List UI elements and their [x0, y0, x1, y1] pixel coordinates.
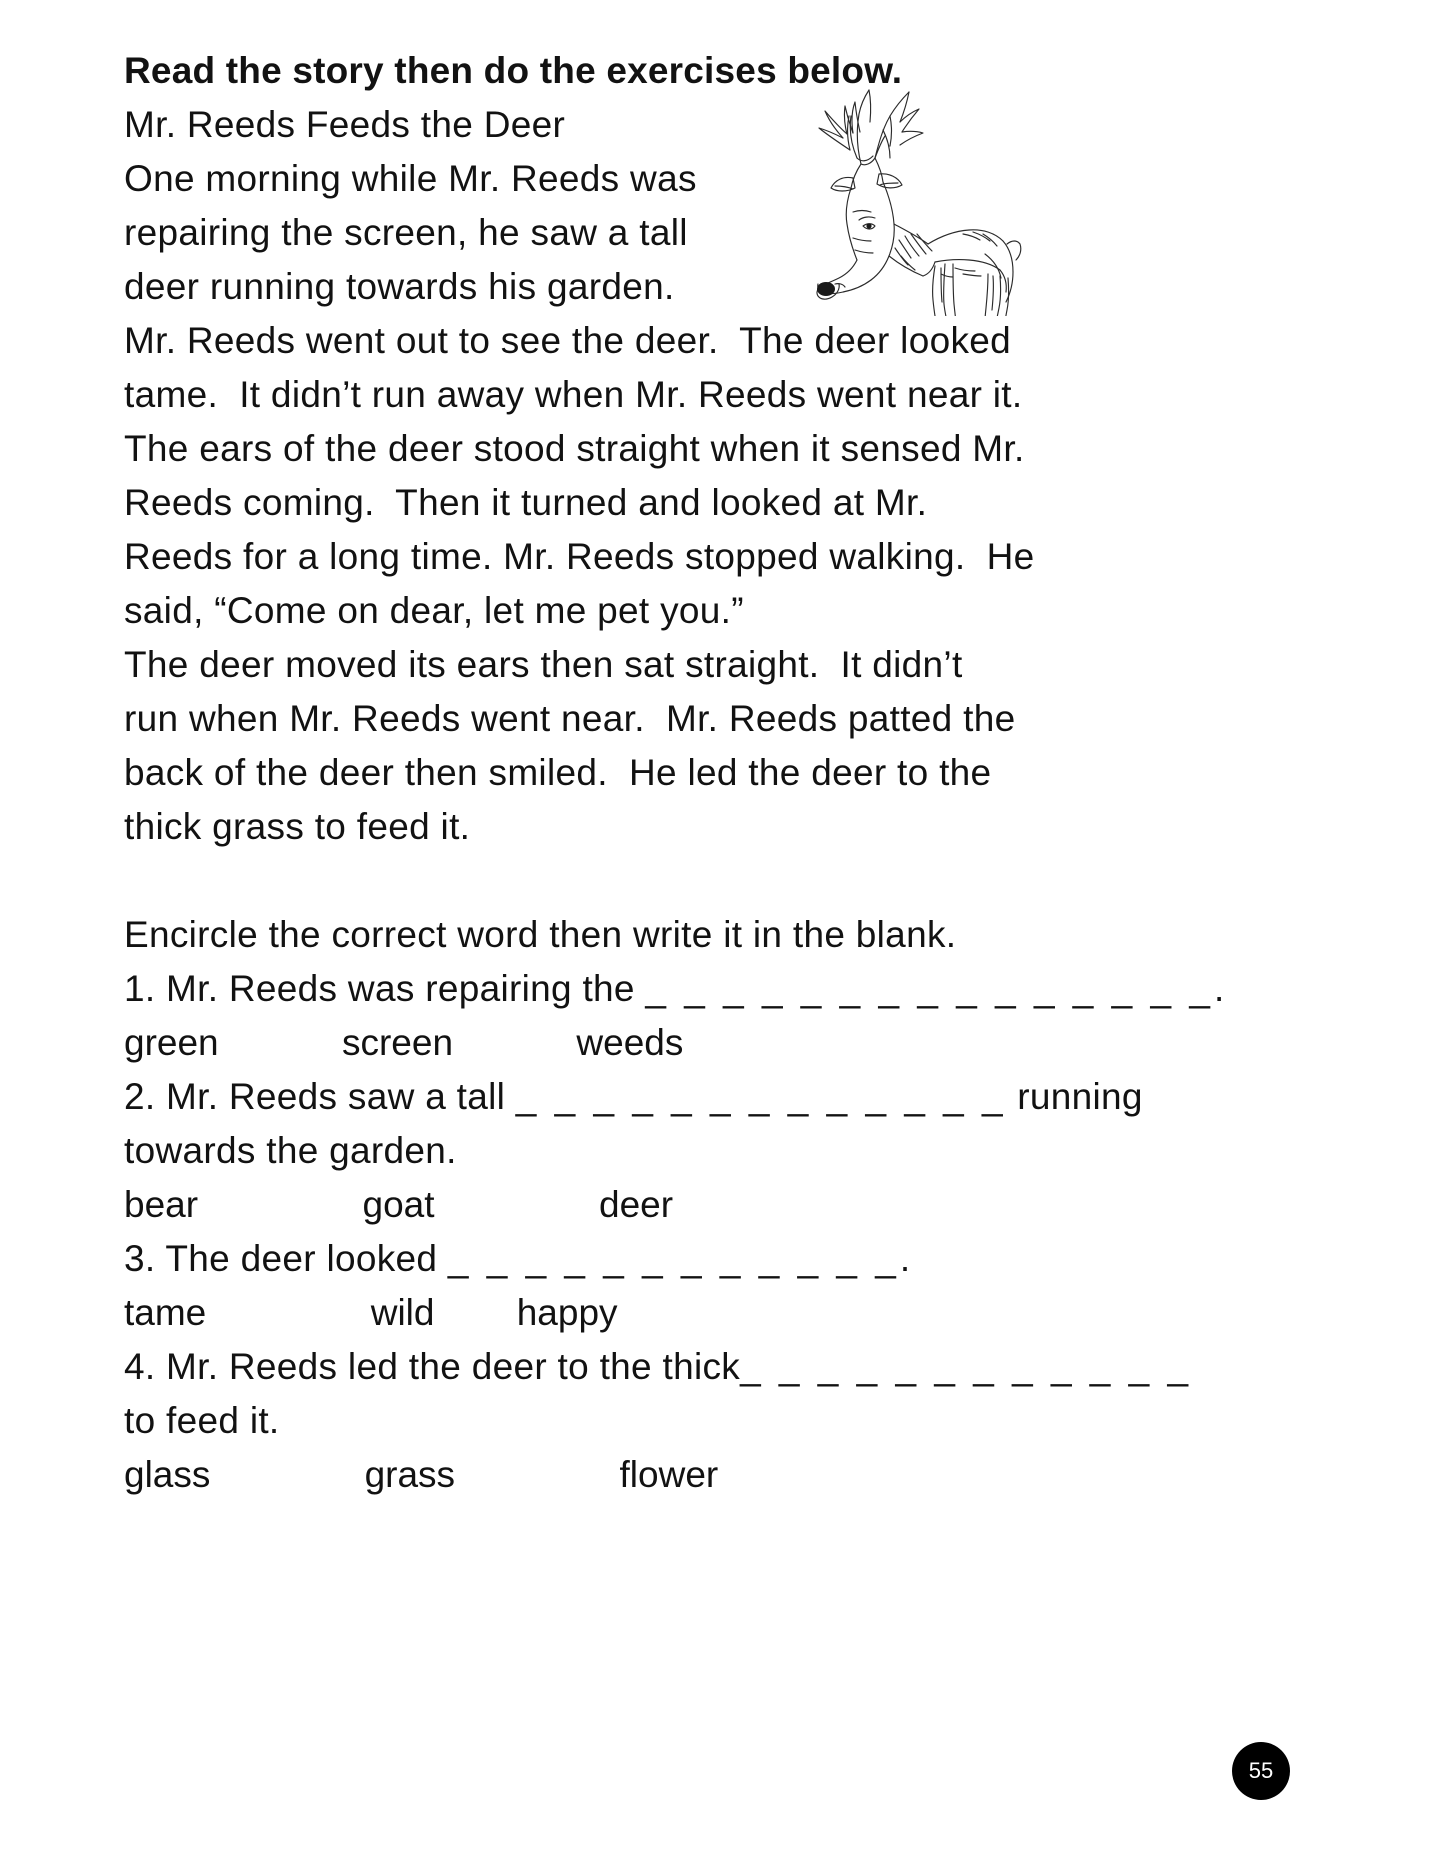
question-2-text-after: running: [1006, 1076, 1143, 1117]
story-line-5: tame. It didn’t run away when Mr. Reeds went near it.: [124, 374, 1023, 415]
story-line-8: Reeds for a long time. Mr. Reeds stopped walking. He: [124, 536, 1035, 577]
instruction-heading: Read the story then do the exercises below.: [124, 50, 903, 91]
story-line-13: thick grass to feed it.: [124, 806, 471, 847]
story-line-12: back of the deer then smiled. He led the deer to the: [124, 752, 992, 793]
story-line-2: repairing the screen, he saw a tall: [124, 212, 688, 253]
deer-illustration: [795, 78, 1030, 316]
question-1-choices[interactable]: green screen weeds: [124, 1022, 684, 1063]
question-2-choices[interactable]: bear goat deer: [124, 1184, 674, 1225]
question-4-choices[interactable]: glass grass flower: [124, 1454, 719, 1495]
story-line-10: The deer moved its ears then sat straight. It didn’t: [124, 644, 963, 685]
question-3-text: 3. The deer looked: [124, 1238, 448, 1279]
question-1-blank[interactable]: _ _ _ _ _ _ _ _ _ _ _ _ _ _ _.: [645, 968, 1229, 1009]
story-line-9: said, “Come on dear, let me pet you.”: [124, 590, 744, 631]
question-4-text: 4. Mr. Reeds led the deer to the thick: [124, 1346, 741, 1387]
story-line-11: run when Mr. Reeds went near. Mr. Reeds patted the: [124, 698, 1016, 739]
question-3: [124, 1232, 1104, 1286]
question-3-blank[interactable]: _ _ _ _ _ _ _ _ _ _ _ _.: [447, 1238, 915, 1279]
story-line-6: The ears of the deer stood straight when it sensed Mr.: [124, 428, 1025, 469]
story-line-3: deer running towards his garden.: [124, 266, 675, 307]
question-2-blank[interactable]: _ _ _ _ _ _ _ _ _ _ _ _ _: [515, 1076, 1007, 1117]
story-title: Mr. Reeds Feeds the Deer: [124, 104, 566, 145]
story-line-4: Mr. Reeds went out to see the deer. The deer looked: [124, 320, 1012, 361]
question-3-choices[interactable]: tame wild happy: [124, 1292, 618, 1333]
section-spacer: [124, 854, 1104, 908]
question-4-blank[interactable]: _ _ _ _ _ _ _ _ _ _ _ _: [740, 1346, 1193, 1387]
question-2-text: 2. Mr. Reeds saw a tall: [124, 1076, 516, 1117]
exercise-instruction: Encircle the correct word then write it in the blank.: [124, 914, 957, 955]
question-1-text: 1. Mr. Reeds was repairing the: [124, 968, 646, 1009]
story-line-7: Reeds coming. Then it turned and looked at Mr.: [124, 482, 928, 523]
story-line-1: One morning while Mr. Reeds was: [124, 158, 697, 199]
question-2: [124, 1070, 1143, 1124]
question-4-continuation: to feed it.: [124, 1400, 280, 1441]
question-4: [124, 1340, 1193, 1394]
question-2-continuation: towards the garden.: [124, 1130, 457, 1171]
page-number-badge: 55: [1232, 1742, 1290, 1800]
question-1: [124, 962, 1229, 1016]
